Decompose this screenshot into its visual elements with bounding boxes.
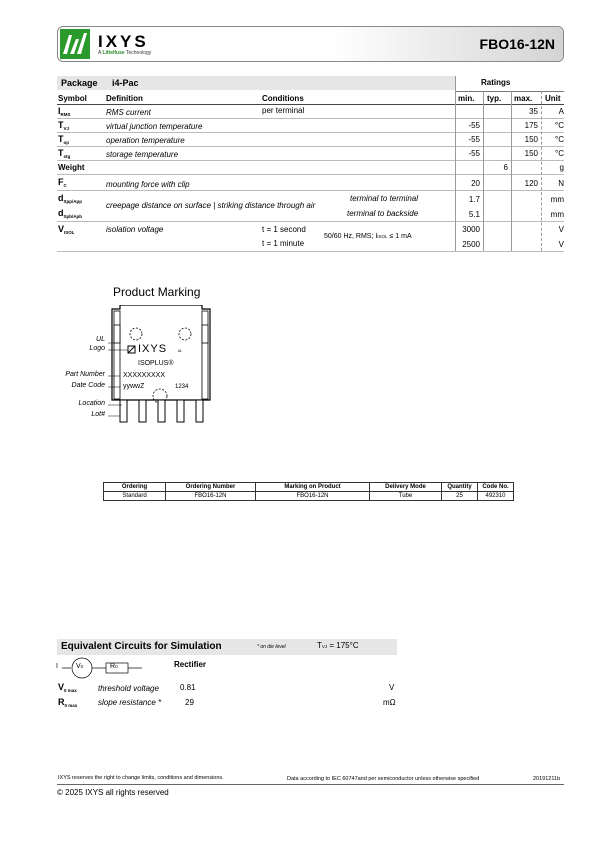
header-box — [57, 26, 564, 62]
ordering-header: Quantity — [442, 483, 478, 492]
circuit-v0-label: V0 — [76, 663, 84, 670]
ordering-cell: FBO16-12N — [256, 492, 370, 501]
table-line — [57, 251, 564, 252]
col-max: max. — [514, 94, 533, 103]
footer-mid: Data according to IEC 60747and per semiconductor unless otherwise specified — [287, 776, 480, 782]
label-ul: UL — [96, 336, 105, 343]
table-line — [57, 221, 564, 222]
circuit-r0-label: R0 — [110, 663, 118, 670]
part-number-title: FBO16-12N — [479, 36, 555, 52]
col-unit: Unit — [545, 94, 561, 103]
ordering-header: Ordering Number — [166, 483, 256, 492]
ordering-cell: FBO16-12N — [166, 492, 256, 501]
ul-mark-icon: ᵁᴸ — [178, 349, 182, 355]
col-conditions: Conditions — [262, 94, 304, 103]
ratings-label: Ratings — [481, 78, 511, 87]
brand-name: IXYS — [98, 32, 149, 51]
col-typ: typ. — [487, 94, 502, 103]
ordering-header: Marking on Product — [256, 483, 370, 492]
chip-lot: 1234 — [175, 384, 189, 390]
ordering-cell: 492310 — [478, 492, 514, 501]
equivalent-tvj: TVJ = 175°C — [317, 641, 359, 650]
ordering-cell: 25 — [442, 492, 478, 501]
ordering-row — [104, 492, 514, 501]
footer-right: 20191211b — [533, 776, 561, 782]
label-logo: Logo — [89, 345, 105, 352]
table-line — [57, 160, 564, 161]
chip-isoplus: ISOPLUS® — [138, 360, 174, 367]
chip-date: yywwZ — [123, 383, 145, 390]
table-line — [57, 174, 564, 175]
table-line — [57, 118, 564, 119]
label-lot: Lot# — [91, 411, 105, 418]
rectifier-column: Rectifier — [174, 660, 207, 669]
package-drawing — [108, 305, 218, 430]
col-min: min. — [458, 94, 475, 103]
table-line — [57, 146, 564, 147]
col-symbol: Symbol — [58, 94, 87, 103]
chip-brand: IXYS — [138, 343, 168, 355]
ordering-table — [103, 482, 514, 501]
ordering-header: Ordering — [104, 483, 166, 492]
ordering-header: Delivery Mode — [370, 483, 442, 492]
ratings-divider — [455, 91, 564, 92]
ordering-header: Code No. — [478, 483, 514, 492]
equivalent-note: * on die level — [257, 644, 286, 650]
table-line — [57, 104, 564, 105]
table-line — [57, 132, 564, 133]
package-label: Package — [61, 78, 98, 88]
label-location: Location — [78, 400, 105, 407]
package-value: i4-Pac — [112, 78, 139, 88]
col-definition: Definition — [106, 94, 143, 103]
footer-left: IXYS reserves the right to change limits, conditions and dimensions. — [58, 775, 224, 781]
copyright: © 2025 IXYS all rights reserved — [57, 788, 169, 797]
brand-subtitle: A Littelfuse Technology — [98, 50, 152, 56]
footer-line — [57, 784, 564, 785]
product-marking-title: Product Marking — [113, 285, 201, 299]
ordering-header-row — [104, 483, 514, 492]
chip-part: XXXXXXXXX — [123, 372, 166, 379]
table-line — [57, 190, 564, 191]
equivalent-title: Equivalent Circuits for Simulation — [61, 641, 222, 652]
label-part-number: Part Number — [65, 371, 105, 378]
circuit-current-label: I — [56, 663, 58, 670]
ixys-logo-icon — [60, 29, 90, 59]
label-date-code: Date Code — [71, 382, 105, 389]
ordering-cell: Tube — [370, 492, 442, 501]
ordering-cell: Standard — [104, 492, 166, 501]
